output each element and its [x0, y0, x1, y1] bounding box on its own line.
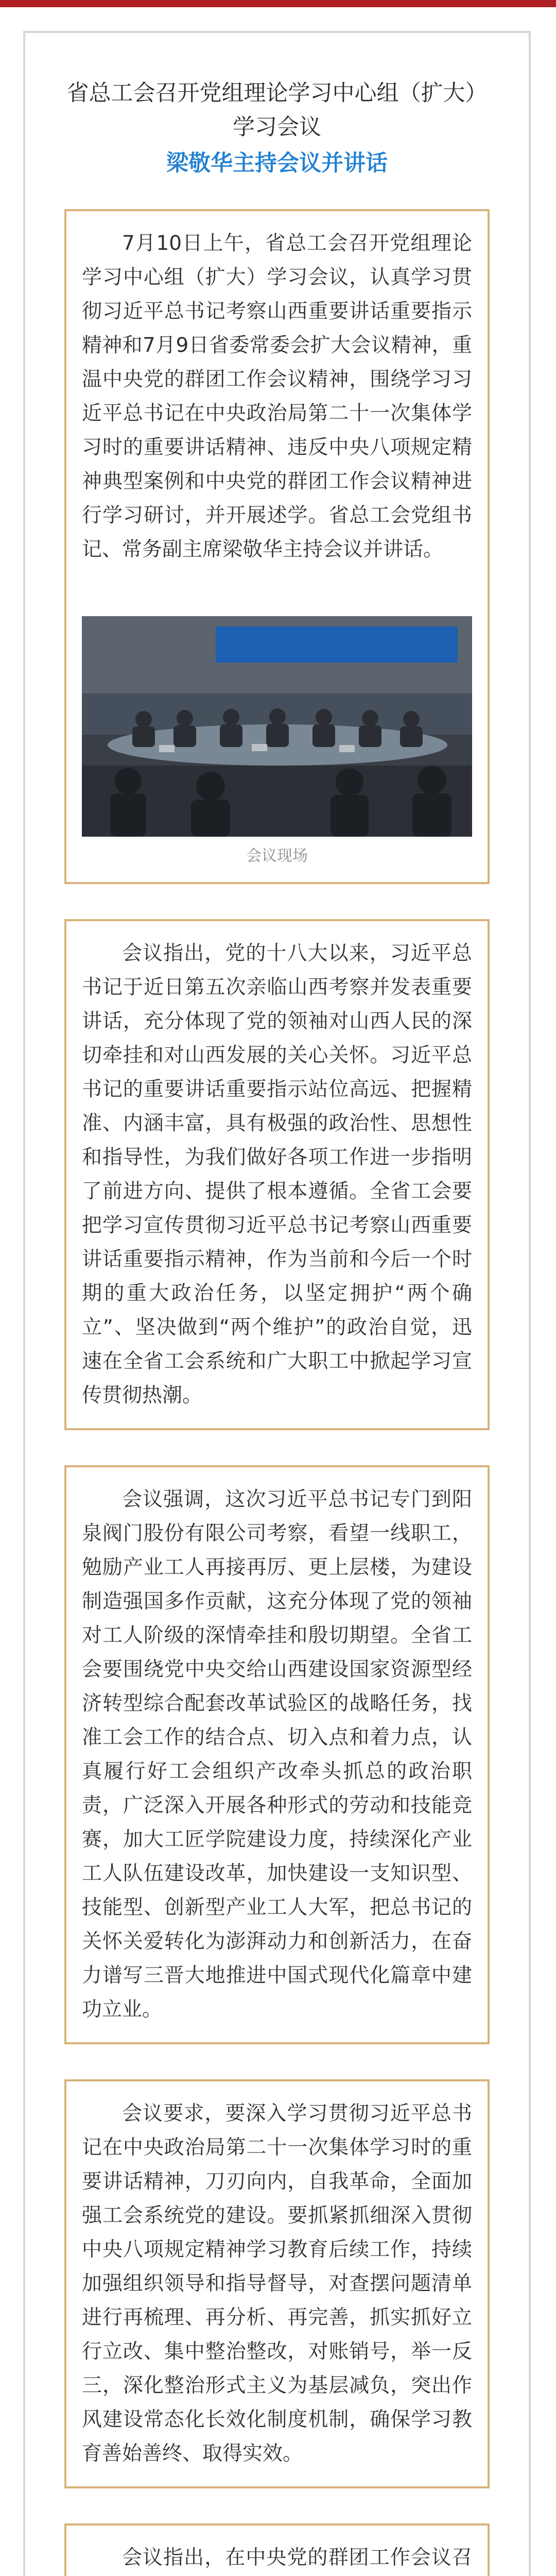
article-header	[64, 33, 490, 180]
paragraph-3: 会议强调，这次习近平总书记专门到阳泉阀门股份有限公司考察，看望一线职工，勉励产业工人再接再厉、更上层楼，为建设制造强国多作贡献，这充分体现了党的领袖对工人阶级的深情牵挂和殷切期望。全省工会要围绕党中央交给山西建设国家资源型经济转型综合配套改革试验区的战略任务，找准工会工作的结合点、切入点和着力点，认真履行好工会组织产改牵头抓总的政治职责，广泛深入开展各种形式的劳动和技能竞赛，加大工匠学院建设力度，持续深化产业工人队伍建设改革，加快建设一支知识型、技能型、创新型产业工人大军，把总书记的关怀关爱转化为澎湃动力和创新活力，在奋力谱写三晋大地推进中国式现代化篇章中建功立业。	[82, 1488, 472, 2021]
paragraph-2: 会议指出，党的十八大以来，习近平总书记于近日第五次亲临山西考察并发表重要讲话，充分体现了党的领袖对山西人民的深切牵挂和对山西发展的关心关怀。习近平总书记的重要讲话重要指示站位高远、把握精准、内涵丰富，具有极强的政治性、思想性和指导性，为我们做好各项工作进一步指明了前进方向、提供了根本遵循。全省工会要把学习宣传贯彻习近平总书记考察山西重要讲话重要指示精神，作为当前和今后一个时期的重大政治任务，以坚定拥护“两个确立”、坚决做到“两个维护”的政治自觉，迅速在全省工会系统和广大职工中掀起学习宣传贯彻热潮。	[82, 942, 472, 1407]
photo-caption: 会议现场	[246, 847, 308, 865]
paragraph-card-5	[64, 2523, 490, 2576]
paragraph-card-4	[64, 2079, 490, 2488]
paragraph-card-3	[64, 1465, 490, 2044]
paragraph-card-2	[64, 919, 490, 1430]
article-frame	[23, 31, 531, 2576]
paragraph-card-1	[64, 209, 490, 884]
article-subtitle: 梁敬华主持会议并讲话	[166, 150, 388, 176]
paragraph-1: 7月10日上午，省总工会召开党组理论学习中心组（扩大）学习会议，认真学习贯彻习近平总书记考察山西重要讲话重要指示精神和7月9日省委常委会扩大会议精神，重温中央党的群团工作会议精神，围绕学习习近平总书记在中央政治局第二十一次集体学习时的重要讲话精神、违反中央八项规定精神典型案例和中央党的群团工作会议精神进行学习研讨，并开展述学。省总工会党组书记、常务副主席梁敬华主持会议并讲话。	[82, 232, 472, 561]
paragraph-4: 会议要求，要深入学习贯彻习近平总书记在中央政治局第二十一次集体学习时的重要讲话精神，刀刃向内，自我革命，全面加强工会系统党的建设。要抓紧抓细深入贯彻中央八项规定精神学习教育后续工作，持续加强组织领导和指导督导，对查摆问题清单进行再梳理、再分析、再完善，抓实抓好立行立改、集中整治整改，对账销号，举一反三，深化整治形式主义为基层减负，突出作风建设常态化长效化制度机制，确保学习教育善始善终、取得实效。	[82, 2102, 472, 2465]
paragraph-5: 会议指出，在中央党的群团工作会议召	[122, 2546, 472, 2569]
article-title: 省总工会召开党组理论学习中心组（扩大）学习会议	[66, 80, 488, 140]
top-accent-bar	[0, 0, 556, 7]
meeting-photo	[82, 616, 472, 837]
